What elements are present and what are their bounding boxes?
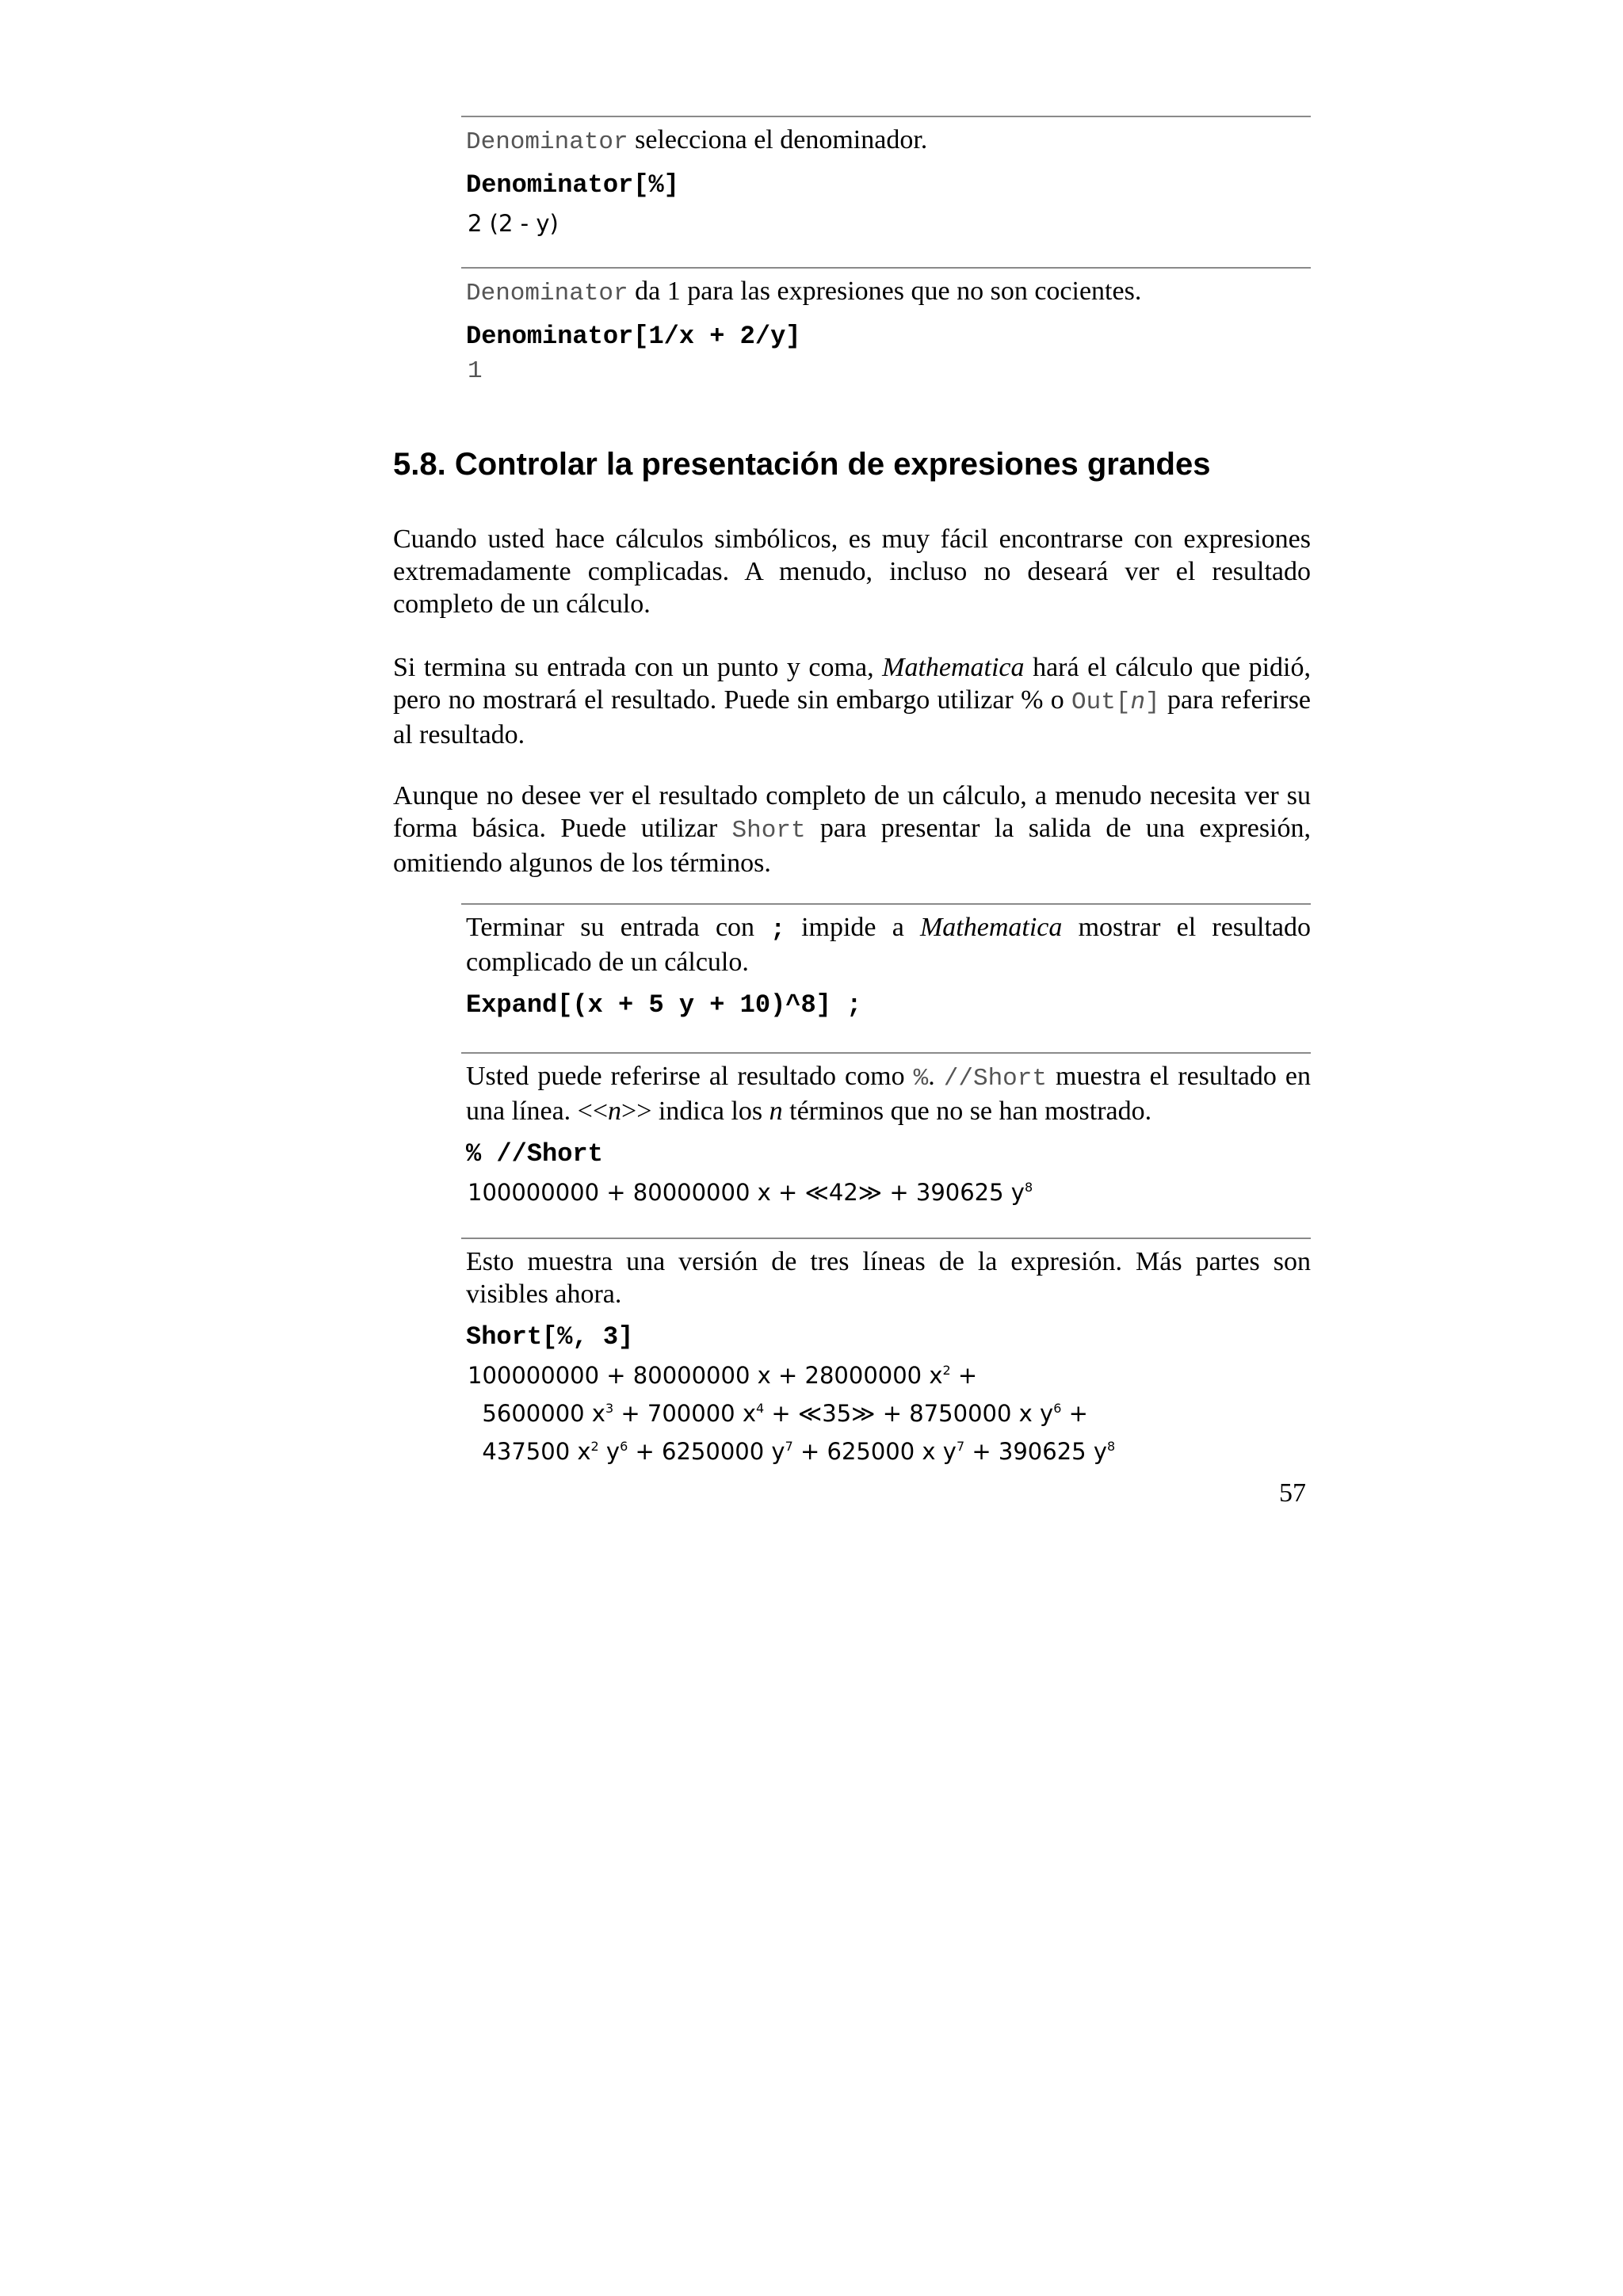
input-cell: Denominator[1/x + 2/y] (466, 322, 801, 351)
inline-code: Out[n] (1071, 688, 1160, 716)
output-cell: 1 (468, 357, 483, 385)
inline-code: Short (731, 817, 806, 845)
input-cell: % //Short (466, 1139, 603, 1169)
paragraph-short: Aunque no desee ver el resultado completo de un cálculo, a menudo necesita ver su forma básica. Puede utilizar Short para presentar la salida de una expresión, omitiendo algunos de los términos. (393, 781, 1311, 878)
output-cell: 2 (2 - y) (468, 210, 559, 237)
divider (461, 1238, 1311, 1239)
page-number: 57 (1279, 1478, 1306, 1508)
example-description: Esto muestra una versión de tres líneas de la expresión. Más partes son visibles ahora. (466, 1247, 1311, 1309)
example-description: Terminar su entrada con ; impide a Mathematica mostrar el resultado complicado de un cálculo. (466, 913, 1311, 977)
divider (461, 1052, 1311, 1054)
example-description: Denominator selecciona el denominador. (466, 125, 928, 156)
paragraph-intro: Cuando usted hace cálculos simbólicos, es muy fácil encontrarse con expresiones extremadamente complicadas. A menudo, incluso no deseará ver el resultado completo de un cálculo. (393, 524, 1311, 619)
example-block-denominator-one (461, 267, 1311, 387)
example-block-expand (461, 903, 1311, 1021)
output-cell (468, 1356, 1311, 1470)
output-line: 100000000 + 80000000 x + 28000000 $x^2$ + (468, 1362, 978, 1389)
divider (461, 903, 1311, 905)
output-line: 437500 $x^2$ $y^6 + 6250000$ $y^7 + 625000$ x $y^7 + 390625$ $y^8$ (468, 1438, 1116, 1465)
paragraph-semicolon: Si termina su entrada con un punto y coma, Mathematica hará el cálculo que pidió, pero no mostrará el resultado. Puede sin embargo utilizar % o Out[n] para referirse al resultado. (393, 653, 1311, 749)
inline-code: Denominator (466, 128, 628, 156)
example-block-short-one-line (461, 1052, 1311, 1211)
input-cell: Denominator[%] (466, 170, 679, 200)
divider (461, 116, 1311, 117)
inline-code: Denominator (466, 280, 628, 307)
divider (461, 267, 1311, 269)
section-heading: 5.8. Controlar la presentación de expresiones grandes (393, 447, 1211, 482)
input-cell: Short[%, 3] (466, 1322, 634, 1352)
example-block-short-three-lines (461, 1238, 1311, 1470)
example-block-denominator-select (461, 116, 1311, 242)
output-line: 5600000 $x^3 + 700000$ $x^4$ + ≪35≫ + 8750000 x $y^6$ + (468, 1400, 1088, 1427)
example-description: Denominator da 1 para las expresiones que no son cocientes. (466, 277, 1142, 307)
input-cell: Expand[(x + 5 y + 10)^8] ; (466, 990, 862, 1020)
example-description: Usted puede referirse al resultado como %. //Short muestra el resultado en una línea. <<n>> indica los n términos que no se han mostrado. (466, 1062, 1311, 1126)
output-cell: 100000000 + 80000000 x + ≪42≫ + 390625 $y^8$ (468, 1179, 1033, 1206)
